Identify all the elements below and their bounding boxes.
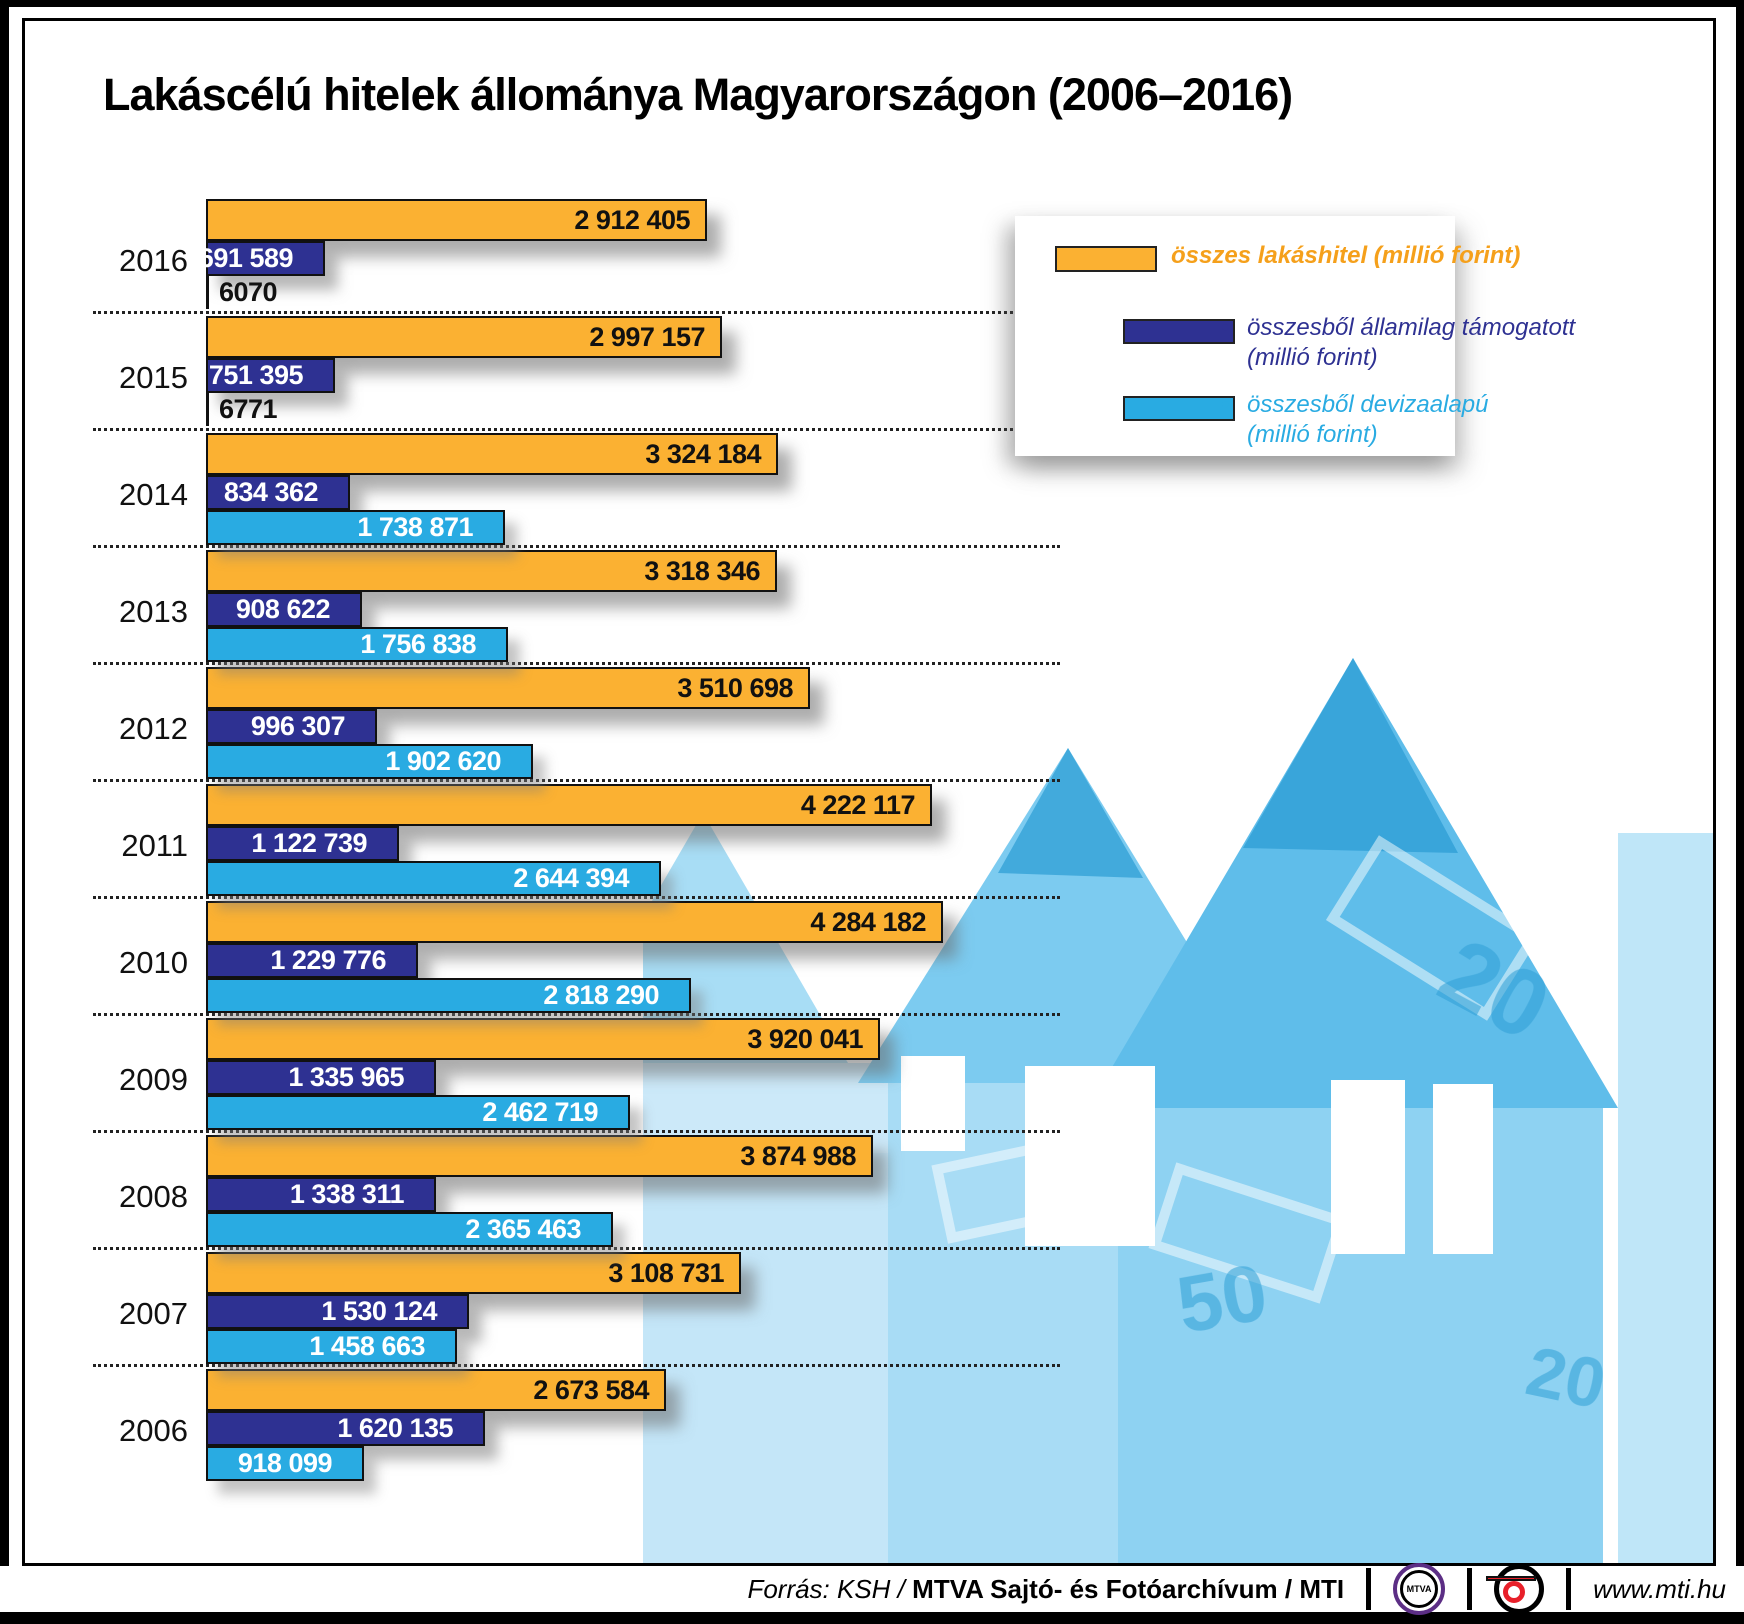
fx-value-outside-label: 6070 — [219, 277, 278, 307]
mti-logo-red-circle — [1503, 1581, 1525, 1603]
legend-swatch-state-supported — [1123, 319, 1235, 344]
source-prefix: Forrás: KSH / — [747, 1573, 905, 1604]
bar-value-label: 1 458 663 — [309, 1331, 425, 1361]
bar-value-label: 1 338 311 — [289, 1179, 404, 1209]
bar-total-loans — [206, 784, 932, 826]
bar-fx-based — [206, 1446, 364, 1481]
website-url: www.mti.hu — [1593, 1573, 1726, 1604]
legend-box — [1015, 216, 1576, 456]
bar-total-loans — [206, 316, 722, 358]
legend-swatch-total — [1055, 246, 1157, 272]
svg-text:50: 50 — [1170, 1246, 1274, 1350]
bar-value-label: 1 756 838 — [360, 629, 476, 659]
bar-value-label: 3 510 698 — [677, 672, 793, 703]
bar-total-loans — [206, 1252, 741, 1294]
dotted-separator — [93, 896, 1060, 899]
legend-label-state-supported: összesből államilag támogatott — [1247, 314, 1576, 341]
year-label: 2013 — [119, 594, 188, 629]
bar-total-loans — [206, 667, 810, 709]
bar-state-supported — [206, 943, 418, 978]
legend-swatch-fx-based — [1123, 396, 1235, 421]
mtva-logo-text: MTVA — [1406, 1584, 1432, 1594]
bar-value-label: 3 108 731 — [608, 1257, 724, 1288]
year-label: 2016 — [119, 243, 188, 278]
mtva-logo — [1393, 1563, 1445, 1615]
dotted-separator — [93, 428, 1060, 431]
bar-fx-based — [206, 978, 691, 1013]
legend-sublabel-state-supported: (millió forint) — [1247, 344, 1378, 371]
bar-value-label: 691 589 — [198, 243, 293, 273]
outer-frame-right — [1736, 0, 1744, 1624]
mtva-logo-inner-ring — [1400, 1570, 1438, 1608]
dotted-separator — [93, 1247, 1060, 1250]
dotted-separator — [93, 311, 1060, 314]
year-row — [25, 665, 1716, 782]
footer-divider — [1467, 1568, 1472, 1610]
legend-bullet: • — [1221, 391, 1230, 418]
legend-label-fx-based: összesből devizaalapú — [1247, 391, 1489, 418]
legend-bullet: • — [1221, 314, 1230, 341]
source-credit — [747, 1574, 1344, 1605]
bar-value-label: 2 462 719 — [482, 1097, 598, 1127]
year-label: 2011 — [121, 828, 188, 863]
bar-fx-based — [206, 510, 505, 545]
legend-label-total: összes lakáshitel (millió forint) — [1171, 242, 1521, 269]
bar-total-loans — [206, 1369, 666, 1411]
bar-value-label: 1 335 965 — [288, 1062, 404, 1092]
bar-total-loans — [206, 1018, 880, 1060]
dotted-separator — [93, 1130, 1060, 1133]
bar-state-supported — [206, 1294, 469, 1329]
footer-bar — [0, 1566, 1744, 1612]
footer-divider — [1366, 1568, 1371, 1610]
bar-state-supported — [206, 709, 377, 744]
bar-value-label: 4 222 117 — [800, 789, 915, 820]
year-row — [25, 1367, 1716, 1484]
bar-value-label: 908 622 — [235, 594, 330, 624]
bar-fx-based — [206, 1095, 630, 1130]
outer-frame-top — [0, 0, 1744, 7]
bar-total-loans — [206, 550, 777, 592]
bar-state-supported — [206, 475, 350, 510]
footer-divider — [1566, 1568, 1571, 1610]
svg-text:20: 20 — [1423, 917, 1567, 1062]
bar-value-label: 834 362 — [223, 477, 318, 507]
bar-value-label: 2 912 405 — [574, 204, 690, 235]
source-main: MTVA Sajtó- és Fotóarchívum / MTI — [912, 1573, 1345, 1604]
bar-value-label: 3 324 184 — [645, 438, 761, 469]
bar-value-label: 1 902 620 — [385, 746, 501, 776]
outer-frame-left — [0, 0, 9, 1624]
bar-total-loans — [206, 1135, 873, 1177]
bar-state-supported — [206, 826, 399, 861]
axis-tick — [206, 276, 209, 309]
bar-fx-based — [206, 1329, 457, 1364]
bar-value-label: 1 530 124 — [321, 1296, 437, 1326]
bar-value-label: 2 673 584 — [533, 1374, 649, 1405]
bar-fx-based — [206, 861, 661, 896]
bar-state-supported — [206, 1411, 485, 1446]
year-row — [25, 899, 1716, 1016]
bar-value-label: 3 920 041 — [747, 1023, 863, 1054]
svg-text:20: 20 — [1519, 1331, 1613, 1424]
year-label: 2015 — [119, 360, 188, 395]
year-label: 2014 — [119, 477, 188, 512]
year-row — [25, 1016, 1716, 1133]
dotted-separator — [93, 545, 1060, 548]
dotted-separator — [93, 1013, 1060, 1016]
bar-fx-based — [206, 627, 508, 662]
year-label: 2010 — [119, 945, 188, 980]
year-row — [25, 782, 1716, 899]
bar-value-label: 996 307 — [250, 711, 345, 741]
year-row — [25, 1133, 1716, 1250]
bar-value-label: 2 818 290 — [543, 980, 659, 1010]
year-label: 2006 — [119, 1413, 188, 1448]
bar-state-supported — [206, 1177, 436, 1212]
bar-state-supported — [198, 241, 325, 276]
bar-value-label: 918 099 — [237, 1448, 332, 1478]
year-row — [25, 431, 1716, 548]
bar-value-label: 2 997 157 — [589, 321, 705, 352]
chart-panel — [22, 18, 1716, 1566]
year-label: 2012 — [119, 711, 188, 746]
bar-value-label: 4 284 182 — [810, 906, 926, 937]
bar-value-label: 3 318 346 — [644, 555, 760, 586]
bar-state-supported — [206, 592, 362, 627]
legend-sublabel-fx-based: (millió forint) — [1247, 421, 1378, 448]
fx-value-outside-label: 6771 — [219, 394, 278, 424]
dotted-separator — [93, 1364, 1060, 1367]
bar-fx-based — [206, 1212, 613, 1247]
bar-value-label: 2 365 463 — [465, 1214, 581, 1244]
axis-tick — [206, 393, 209, 426]
bar-total-loans — [206, 199, 707, 241]
bar-state-supported — [206, 358, 335, 393]
bar-fx-based — [206, 744, 533, 779]
bar-value-label: 1 229 776 — [270, 945, 386, 975]
year-label: 2008 — [119, 1179, 188, 1214]
chart-title: Lakáscélú hitelek állománya Magyarországon (2006–2016) — [103, 69, 1293, 120]
mti-logo — [1494, 1564, 1544, 1614]
bar-value-label: 2 644 394 — [513, 863, 629, 893]
year-row — [25, 548, 1716, 665]
bar-value-label: 1 620 135 — [337, 1413, 453, 1443]
bar-value-label: 751 395 — [208, 360, 303, 390]
year-label: 2009 — [119, 1062, 188, 1097]
year-label: 2007 — [119, 1296, 188, 1331]
year-row — [25, 1250, 1716, 1367]
dotted-separator — [93, 779, 1060, 782]
bar-value-label: 3 874 988 — [740, 1140, 856, 1171]
outer-frame-bottom — [0, 1612, 1744, 1624]
bar-value-label: 1 122 739 — [251, 828, 367, 858]
dotted-separator — [93, 662, 1060, 665]
bar-total-loans — [206, 901, 943, 943]
bar-state-supported — [206, 1060, 436, 1095]
bar-total-loans — [206, 433, 778, 475]
bar-value-label: 1 738 871 — [357, 512, 473, 542]
